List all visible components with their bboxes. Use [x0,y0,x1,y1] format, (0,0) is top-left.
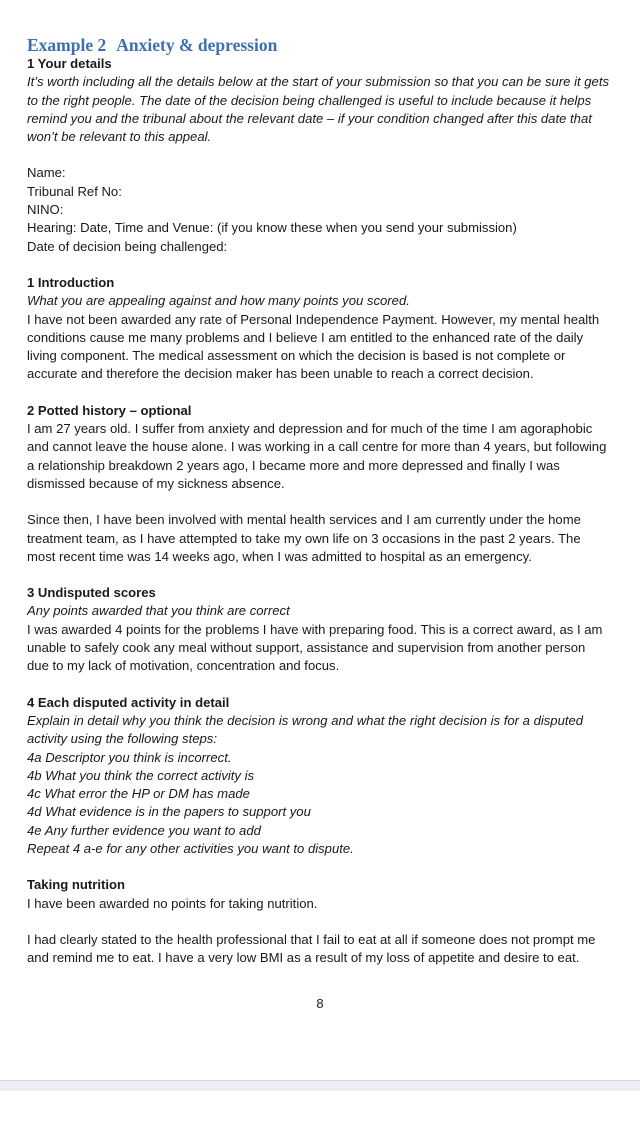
field-tribunal-ref: Tribunal Ref No: [27,183,122,199]
body-line: dismissed because of my sickness absence. [27,475,285,491]
body-line: Since then, I have been involved with mental health services and I am currently under the home [27,512,581,528]
section-heading: 4 Each disputed activity in detail [27,694,230,710]
body-line: I have not been awarded any rate of Personal Independence Payment. However, my mental health [27,311,600,327]
section-heading: 1 Your details [27,56,112,71]
body-line: I had clearly stated to the health professional that I fail to eat at all if someone does not prompt me [27,931,596,947]
example-title: Anxiety & depression [116,35,278,55]
section-heading: Taking nutrition [27,877,125,893]
body-line: conditions cause me many problems and I believe I am entitled to the enhanced rate of the daily [27,329,584,345]
step-4e: 4e Any further evidence you want to add [27,822,261,838]
body-line: unable to safely cook any meal without support, assistance and supervision from another person [27,640,586,656]
page-number: 8 [316,996,324,1011]
body-line: living component. The medical assessment on which the decision is based is not complete or [27,348,566,364]
section-your-details [27,55,637,256]
example-heading [27,35,637,55]
section-taking-nutrition [27,876,637,967]
step-4b: 4b What you think the correct activity is [27,767,255,783]
body-line: I was awarded 4 points for the problems I have with preparing food. This is a correct award, as I am [27,621,603,637]
hint-line: Any points awarded that you think are correct [27,603,290,619]
step-4d: 4d What evidence is in the papers to support you [27,804,311,820]
section-heading: 2 Potted history – optional [27,402,192,418]
example-label: Example 2 [27,35,107,55]
hint-line: Repeat 4 a-e for any other activities you want to dispute. [27,840,354,856]
section-heading: 3 Undisputed scores [27,585,156,601]
field-nino: NINO: [27,202,64,218]
document-page [27,35,637,967]
hint-line: Explain in detail why you think the decision is wrong and what the right decision is for a disputed [27,712,584,728]
hint-line: What you are appealing against and how many points you scored. [27,293,410,309]
hint-line: won’t be relevant to this appeal. [27,129,212,145]
field-decision-date: Date of decision being challenged: [27,238,228,254]
field-hearing: Hearing: Date, Time and Venue: (if you know these when you send your submission) [27,220,517,236]
body-line: most recent time was 14 weeks ago, when I was admitted to hospital as an emergency. [27,548,532,564]
section-potted-history [27,402,637,566]
body-line: due to my lack of motivation, concentration and focus. [27,658,340,674]
section-undisputed-scores [27,584,637,675]
section-introduction [27,274,637,384]
step-4c: 4c What error the HP or DM has made [27,786,250,802]
body-line: accurate and therefore the decision maker has been unable to reach a correct decision. [27,366,534,382]
hint-line: activity using the following steps: [27,731,217,747]
hint-line: It’s worth including all the details below at the start of your submission so that you can be sure it gets [27,74,610,90]
hint-line: remind you and the tribunal about the relevant date – if your condition changed after this date that [27,110,592,126]
section-disputed-activities [27,694,637,859]
body-line: I am 27 years old. I suffer from anxiety and depression and for much of the time I am agoraphobic [27,421,593,437]
page-footer-divider [0,1080,640,1091]
hint-line: to the right people. The date of the decision being challenged is useful to include because it helps [27,92,592,108]
field-name: Name: [27,165,66,181]
body-line: I have been awarded no points for taking nutrition. [27,895,318,911]
section-heading: 1 Introduction [27,274,115,290]
body-line: treatment team, as I have attempted to take my own life on 3 occasions in the past 2 years. The [27,530,581,546]
body-line: a relationship breakdown 2 years ago, I became more and more depressed and finally I was [27,457,560,473]
body-line: and cannot leave the house alone. I was working in a call centre for more than 4 years, but following [27,439,607,455]
body-line: and remind me to eat. I have a very low BMI as a result of my loss of appetite and desire to eat. [27,950,580,966]
step-4a: 4a Descriptor you think is incorrect. [27,749,232,765]
